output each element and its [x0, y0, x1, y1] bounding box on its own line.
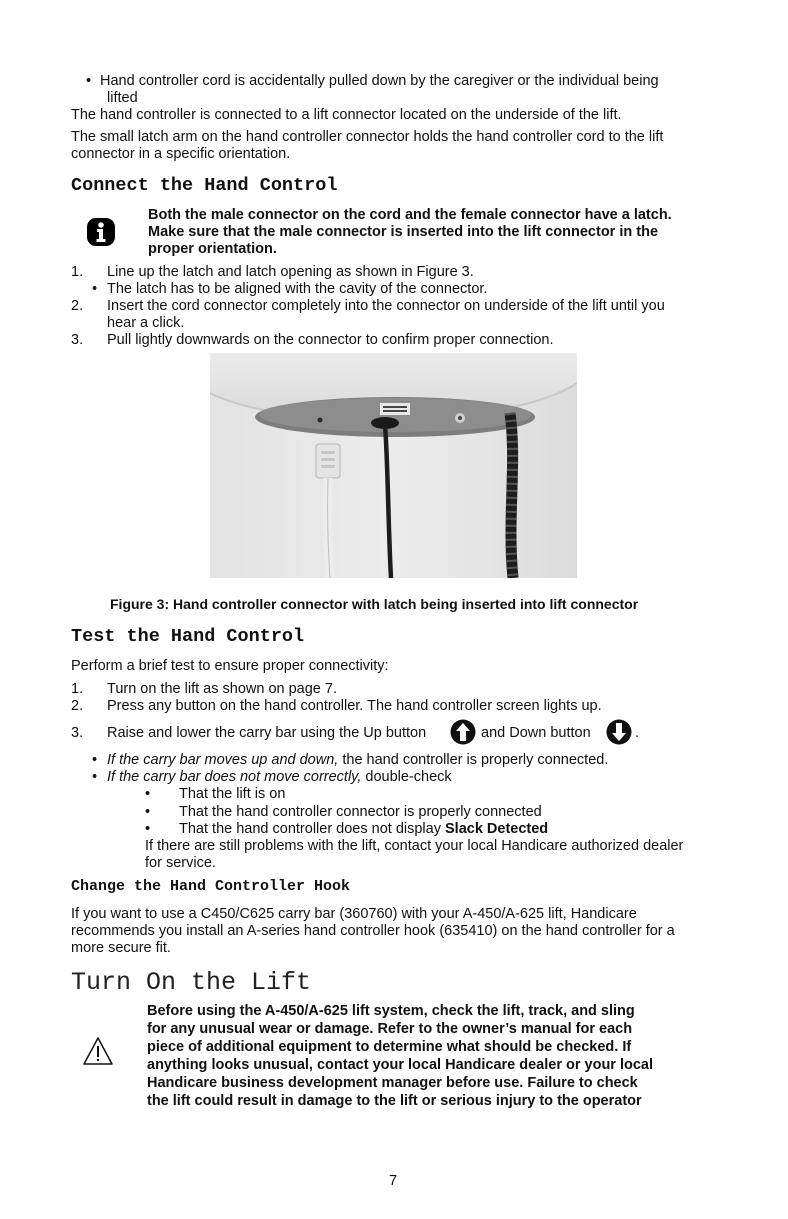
down-button-icon — [606, 719, 632, 745]
warning-line: the lift could result in damage to the lift or serious injury to the operator — [147, 1093, 642, 1109]
result-2: If the carry bar does not move correctly, double-check — [107, 769, 452, 785]
sub-bullet-text: The latch has to be aligned with the cavity of the connector. — [107, 281, 488, 297]
intro-bullet-cont: lifted — [107, 90, 138, 106]
page-number: 7 — [389, 1173, 398, 1189]
step-number: 1. — [71, 681, 84, 697]
intro-para-1: The hand controller is connected to a lift connector located on the underside of the lift. — [71, 107, 622, 123]
warning-line: for any unusual wear or damage. Refer to the owner’s manual for each — [147, 1021, 633, 1037]
test-intro: Perform a brief test to ensure proper connectivity: — [71, 658, 389, 674]
check-item: That the lift is on — [179, 786, 286, 802]
hook-line-2: recommends you install an A-series hand controller hook (635410) on the hand controller for a — [71, 923, 675, 939]
intro-para-2-line-1: The small latch arm on the hand controller connector holds the hand controller cord to the lift — [71, 129, 664, 145]
step-text: Pull lightly downwards on the connector to confirm proper connection. — [107, 332, 554, 348]
bullet-dot: • — [86, 73, 92, 89]
bullet-dot: • — [92, 769, 98, 785]
step-number: 3. — [71, 332, 84, 348]
step-text: Line up the latch and latch opening as shown in Figure 3. — [107, 264, 474, 280]
connect-heading: Connect the Hand Control — [71, 175, 338, 196]
warning-line: Before using the A-450/A-625 lift system, check the lift, track, and sling — [147, 1003, 635, 1019]
warning-icon — [82, 1036, 114, 1066]
hook-line-1: If you want to use a C450/C625 carry bar (360760) with your A-450/A-625 lift, Handicare — [71, 906, 637, 922]
step-text: Turn on the lift as shown on page 7. — [107, 681, 337, 697]
warning-line: piece of additional equipment to determine what should be checked. If — [147, 1039, 632, 1055]
step-text-cont: hear a click. — [107, 315, 185, 331]
check-item: That the hand controller does not display Slack Detected — [179, 821, 549, 837]
service-line-1: If there are still problems with the lift, contact your local Handicare authorized dealer — [145, 838, 684, 854]
result-1: If the carry bar moves up and down, the hand controller is properly connected. — [107, 752, 609, 768]
turn-on-title: Turn On the Lift — [71, 968, 312, 997]
bullet-dot: • — [145, 821, 151, 837]
step-text: Insert the cord connector completely into the connector on underside of the lift until you — [107, 298, 665, 314]
step-text-b: and Down button — [481, 725, 591, 741]
intro-bullet: Hand controller cord is accidentally pulled down by the caregiver or the individual being — [100, 73, 659, 89]
bullet-dot: • — [145, 804, 151, 820]
bullet-dot: • — [145, 786, 151, 802]
info-icon — [86, 217, 116, 247]
hook-line-3: more secure fit. — [71, 940, 171, 956]
check-item: That the hand controller connector is properly connected — [179, 804, 542, 820]
step-text: Press any button on the hand controller. The hand controller screen lights up. — [107, 698, 602, 714]
test-heading: Test the Hand Control — [71, 626, 305, 647]
note-line-1: Both the male connector on the cord and the female connector have a latch. — [148, 207, 672, 223]
note-line-3: proper orientation. — [148, 241, 277, 257]
step-text-a: Raise and lower the carry bar using the Up button — [107, 725, 427, 741]
step-number: 2. — [71, 698, 84, 714]
step-number: 1. — [71, 264, 84, 280]
bullet-dot: • — [92, 281, 98, 297]
service-line-2: for service. — [145, 855, 216, 871]
bullet-dot: • — [92, 752, 98, 768]
step-text-c: . — [635, 725, 640, 741]
hook-heading: Change the Hand Controller Hook — [71, 878, 351, 895]
warning-line: anything looks unusual, contact your local Handicare dealer or your local — [147, 1057, 654, 1073]
step-number: 2. — [71, 298, 84, 314]
figure-3-photo — [210, 353, 577, 578]
figure-caption: Figure 3: Hand controller connector with latch being inserted into lift connector — [110, 596, 639, 612]
up-button-icon — [450, 719, 476, 745]
step-number: 3. — [71, 725, 84, 741]
note-line-2: Make sure that the male connector is inserted into the lift connector in the — [148, 224, 659, 240]
intro-para-2-line-2: connector in a specific orientation. — [71, 146, 291, 162]
warning-line: Handicare business development manager before use. Failure to check — [147, 1075, 638, 1091]
